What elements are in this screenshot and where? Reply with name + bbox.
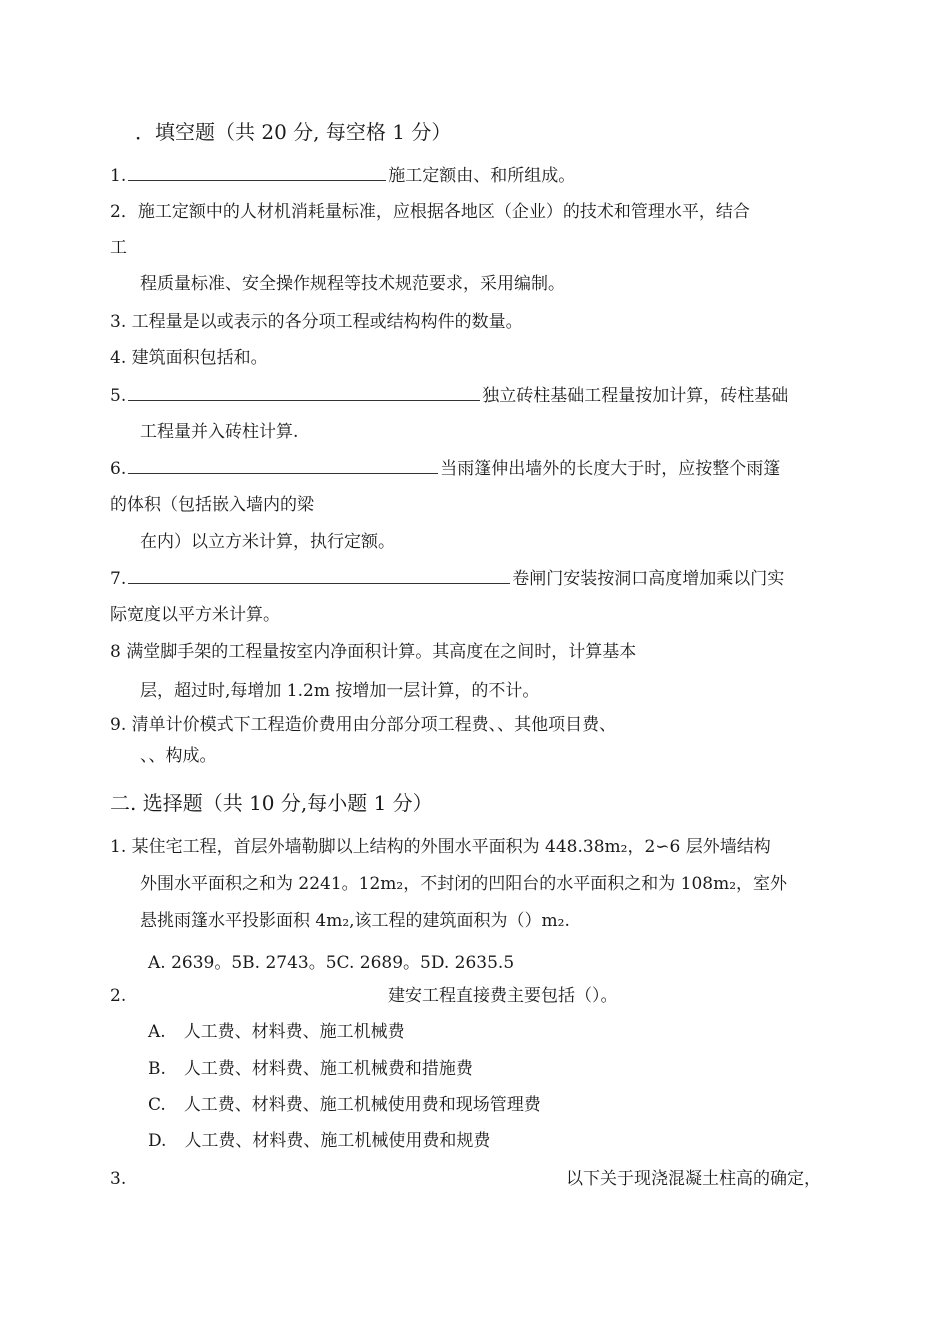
- option-text: 人工费、材料费、施工机械费: [183, 1022, 405, 1042]
- question-6: [110, 457, 780, 480]
- mc-question-3-number: 3.: [110, 1169, 127, 1189]
- question-6-line2: 的体积（包括嵌入墙内的梁: [110, 495, 314, 515]
- option-text: 人工费、材料费、施工机械使用费和规费: [184, 1131, 491, 1151]
- question-7: [110, 567, 784, 590]
- section1-heading: ．填空题（共 20 分, 每空格 1 分）: [135, 120, 452, 144]
- question-text: 施工定额由、和所组成。: [388, 166, 576, 186]
- option-letter: B.: [148, 1059, 166, 1079]
- answer-blank: [128, 384, 480, 401]
- option-letter: D.: [148, 1131, 167, 1151]
- answer-blank: [128, 457, 438, 474]
- question-text: 当雨篷伸出墙外的长度大于时，应按整个雨篷: [440, 459, 781, 479]
- answer-blank: [128, 567, 510, 584]
- option-text: 人工费、材料费、施工机械费和措施费: [183, 1059, 473, 1079]
- question-3: 3. 工程量是以或表示的各分项工程或结构构件的数量。: [110, 312, 523, 332]
- mc-question-2-text: 建安工程直接费主要包括（）。: [388, 986, 618, 1006]
- question-5-line2: 工程量并入砖柱计算.: [140, 422, 299, 442]
- question-number: 1.: [110, 166, 127, 186]
- option-letter: C.: [148, 1095, 166, 1115]
- question-9-line2: 、、构成。: [140, 746, 217, 766]
- question-number: 6.: [110, 459, 127, 479]
- section2-heading: 二. 选择题（共 10 分,每小题 1 分）: [110, 791, 433, 815]
- mc-option-c: [148, 1094, 541, 1116]
- question-text: 卷闸门安装按洞口高度增加乘以门实: [512, 569, 785, 589]
- question-2-line1: 2．施工定额中的人材机消耗量标准，应根据各地区（企业）的技术和管理水平，结合: [110, 202, 750, 222]
- question-2-wrap: 工: [110, 238, 127, 258]
- mc-question-1-options: A. 2639。5B. 2743。5C. 2689。5D. 2635.5: [148, 953, 515, 973]
- question-8-line2: 层，超过时,每增加 1.2m 按增加一层计算，的不计。: [140, 681, 540, 701]
- option-text: 人工费、材料费、施工机械使用费和现场管理费: [183, 1095, 541, 1115]
- question-7-line2: 际宽度以平方米计算。: [110, 605, 280, 625]
- option-letter: A.: [148, 1022, 166, 1042]
- mc-question-1-line3: 悬挑雨篷水平投影面积 4m₂,该工程的建筑面积为（）m₂.: [140, 911, 570, 931]
- mc-question-1-line1: 1. 某住宅工程，首层外墙勒脚以上结构的外围水平面积为 448.38m₂，2∽6 层外墙结构: [110, 837, 771, 857]
- question-6-line3: 在内）以立方米计算，执行定额。: [140, 532, 395, 552]
- mc-question-2-number: 2.: [110, 986, 127, 1006]
- question-text: 独立砖柱基础工程量按加计算，砖柱基础: [482, 386, 789, 406]
- mc-question-3-text: 以下关于现浇混凝土柱高的确定，: [566, 1169, 821, 1189]
- mc-option-d: [148, 1130, 490, 1152]
- answer-blank: [128, 164, 386, 181]
- question-5: [110, 384, 788, 407]
- question-number: 7.: [110, 569, 127, 589]
- question-9-line1: 9. 清单计价模式下工程造价费用由分部分项工程费、、其他项目费、: [110, 715, 617, 735]
- question-4: 4. 建筑面积包括和。: [110, 348, 268, 368]
- question-2-line2: 程质量标准、安全操作规程等技术规范要求，采用编制。: [140, 274, 565, 294]
- question-8-line1: 8 满堂脚手架的工程量按室内净面积计算。其高度在之间时，计算基本: [110, 642, 637, 662]
- mc-option-a: [148, 1021, 405, 1043]
- mc-question-1-line2: 外围水平面积之和为 2241。12m₂，不封闭的凹阳台的水平面积之和为 108m₂，室外: [140, 874, 788, 894]
- question-number: 5.: [110, 386, 127, 406]
- mc-option-b: [148, 1058, 473, 1080]
- question-1: [110, 164, 575, 187]
